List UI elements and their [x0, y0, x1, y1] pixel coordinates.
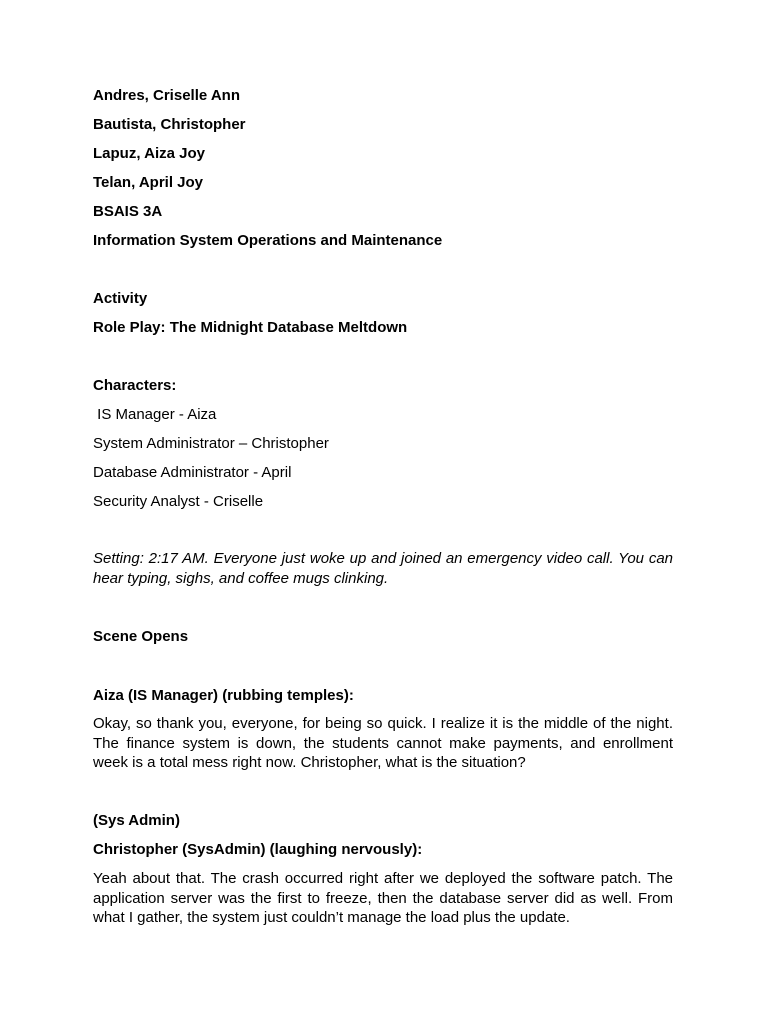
character-item: IS Manager - Aiza — [93, 406, 217, 423]
setting-paragraph: Setting: 2:17 AM. Everyone just woke up and joined an emergency video call. You can hear typing, sighs, and coffee mugs clinking. — [93, 550, 673, 587]
activity-title: Role Play: The Midnight Database Meltdown — [93, 319, 408, 336]
character-item: Database Administrator - April — [93, 464, 292, 481]
role-tag: (Sys Admin) — [93, 812, 180, 829]
author-name: Lapuz, Aiza Joy — [93, 145, 205, 162]
character-item: System Administrator – Christopher — [93, 435, 329, 452]
activity-label: Activity — [93, 290, 148, 307]
author-name: Telan, April Joy — [93, 174, 204, 191]
scene-heading: Scene Opens — [93, 628, 189, 645]
dialogue-paragraph: Okay, so thank you, everyone, for being so quick. I realize it is the middle of the night. The finance system is down, the students cannot make payments, and enrollment week is a total mess right now. Christopher, what is the situation? — [93, 715, 673, 771]
course-title: Information System Operations and Maintenance — [93, 232, 443, 249]
section-label: BSAIS 3A — [93, 203, 163, 220]
author-name: Andres, Criselle Ann — [93, 87, 240, 104]
speaker-label: Aiza (IS Manager) (rubbing temples): — [93, 687, 354, 704]
dialogue-paragraph: Yeah about that. The crash occurred right after we deployed the software patch. The application server was the first to freeze, then the database server did as well. From what I gather, the system just couldn’t manage the load plus the update. — [93, 870, 673, 926]
author-name: Bautista, Christopher — [93, 116, 246, 133]
character-item: Security Analyst - Criselle — [93, 493, 264, 510]
characters-heading: Characters: — [93, 377, 177, 394]
speaker-label: Christopher (SysAdmin) (laughing nervously): — [93, 841, 423, 858]
